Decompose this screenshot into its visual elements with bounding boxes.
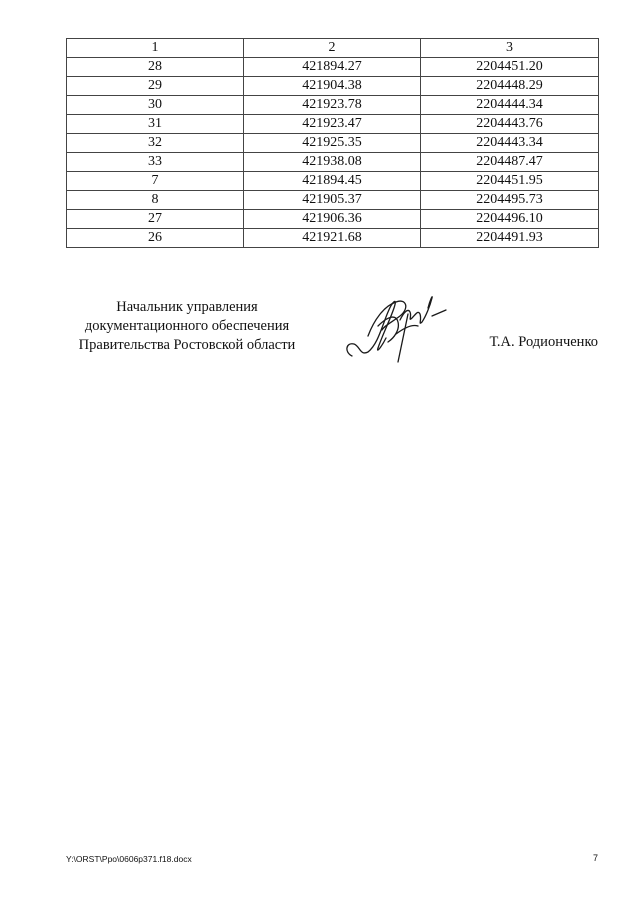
point-number-cell: 29 [67, 77, 244, 96]
x-coordinate-cell: 421921.68 [244, 229, 421, 248]
table-row [67, 96, 599, 115]
x-coordinate-cell: 421894.45 [244, 172, 421, 191]
handwritten-signature-icon [338, 286, 454, 368]
y-coordinate-cell: 2204451.95 [421, 172, 599, 191]
signatory-title [66, 298, 308, 355]
coordinates-table-body [67, 39, 599, 248]
x-coordinate-cell: 421923.78 [244, 96, 421, 115]
signatory-title-line: Правительства Ростовской области [78, 337, 296, 353]
x-coordinate-cell: 421894.27 [244, 58, 421, 77]
y-coordinate-cell: 2204487.47 [421, 153, 599, 172]
x-coordinate-cell: 421938.08 [244, 153, 421, 172]
coordinates-table [66, 38, 599, 248]
table-header-row [67, 39, 599, 58]
table-row [67, 210, 599, 229]
point-number-cell: 8 [67, 191, 244, 210]
header-cell-y: 3 [421, 39, 599, 58]
signer-name: Т.А. Родионченко [489, 334, 598, 350]
point-number-cell: 33 [67, 153, 244, 172]
footer-file-path: Y:\ORST\Ppo\0606p371.f18.docx [66, 854, 192, 864]
point-number-cell: 26 [67, 229, 244, 248]
y-coordinate-cell: 2204451.20 [421, 58, 599, 77]
table-row [67, 134, 599, 153]
table-row [67, 153, 599, 172]
header-cell-point: 1 [67, 39, 244, 58]
header-cell-x: 2 [244, 39, 421, 58]
point-number-cell: 27 [67, 210, 244, 229]
point-number-cell: 7 [67, 172, 244, 191]
table-row [67, 58, 599, 77]
x-coordinate-cell: 421923.47 [244, 115, 421, 134]
table-row [67, 77, 599, 96]
table-row [67, 172, 599, 191]
y-coordinate-cell: 2204495.73 [421, 191, 599, 210]
table-row [67, 115, 599, 134]
point-number-cell: 31 [67, 115, 244, 134]
point-number-cell: 32 [67, 134, 244, 153]
y-coordinate-cell: 2204444.34 [421, 96, 599, 115]
y-coordinate-cell: 2204443.76 [421, 115, 599, 134]
signatory-title-line: документационного обеспечения [84, 318, 290, 334]
point-number-cell: 30 [67, 96, 244, 115]
y-coordinate-cell: 2204496.10 [421, 210, 599, 229]
y-coordinate-cell: 2204491.93 [421, 229, 599, 248]
y-coordinate-cell: 2204448.29 [421, 77, 599, 96]
page-number: 7 [592, 853, 598, 863]
table-row [67, 229, 599, 248]
point-number-cell: 28 [67, 58, 244, 77]
x-coordinate-cell: 421905.37 [244, 191, 421, 210]
table-row [67, 191, 599, 210]
x-coordinate-cell: 421906.36 [244, 210, 421, 229]
x-coordinate-cell: 421904.38 [244, 77, 421, 96]
signatory-title-line: Начальник управления [116, 299, 258, 315]
y-coordinate-cell: 2204443.34 [421, 134, 599, 153]
x-coordinate-cell: 421925.35 [244, 134, 421, 153]
